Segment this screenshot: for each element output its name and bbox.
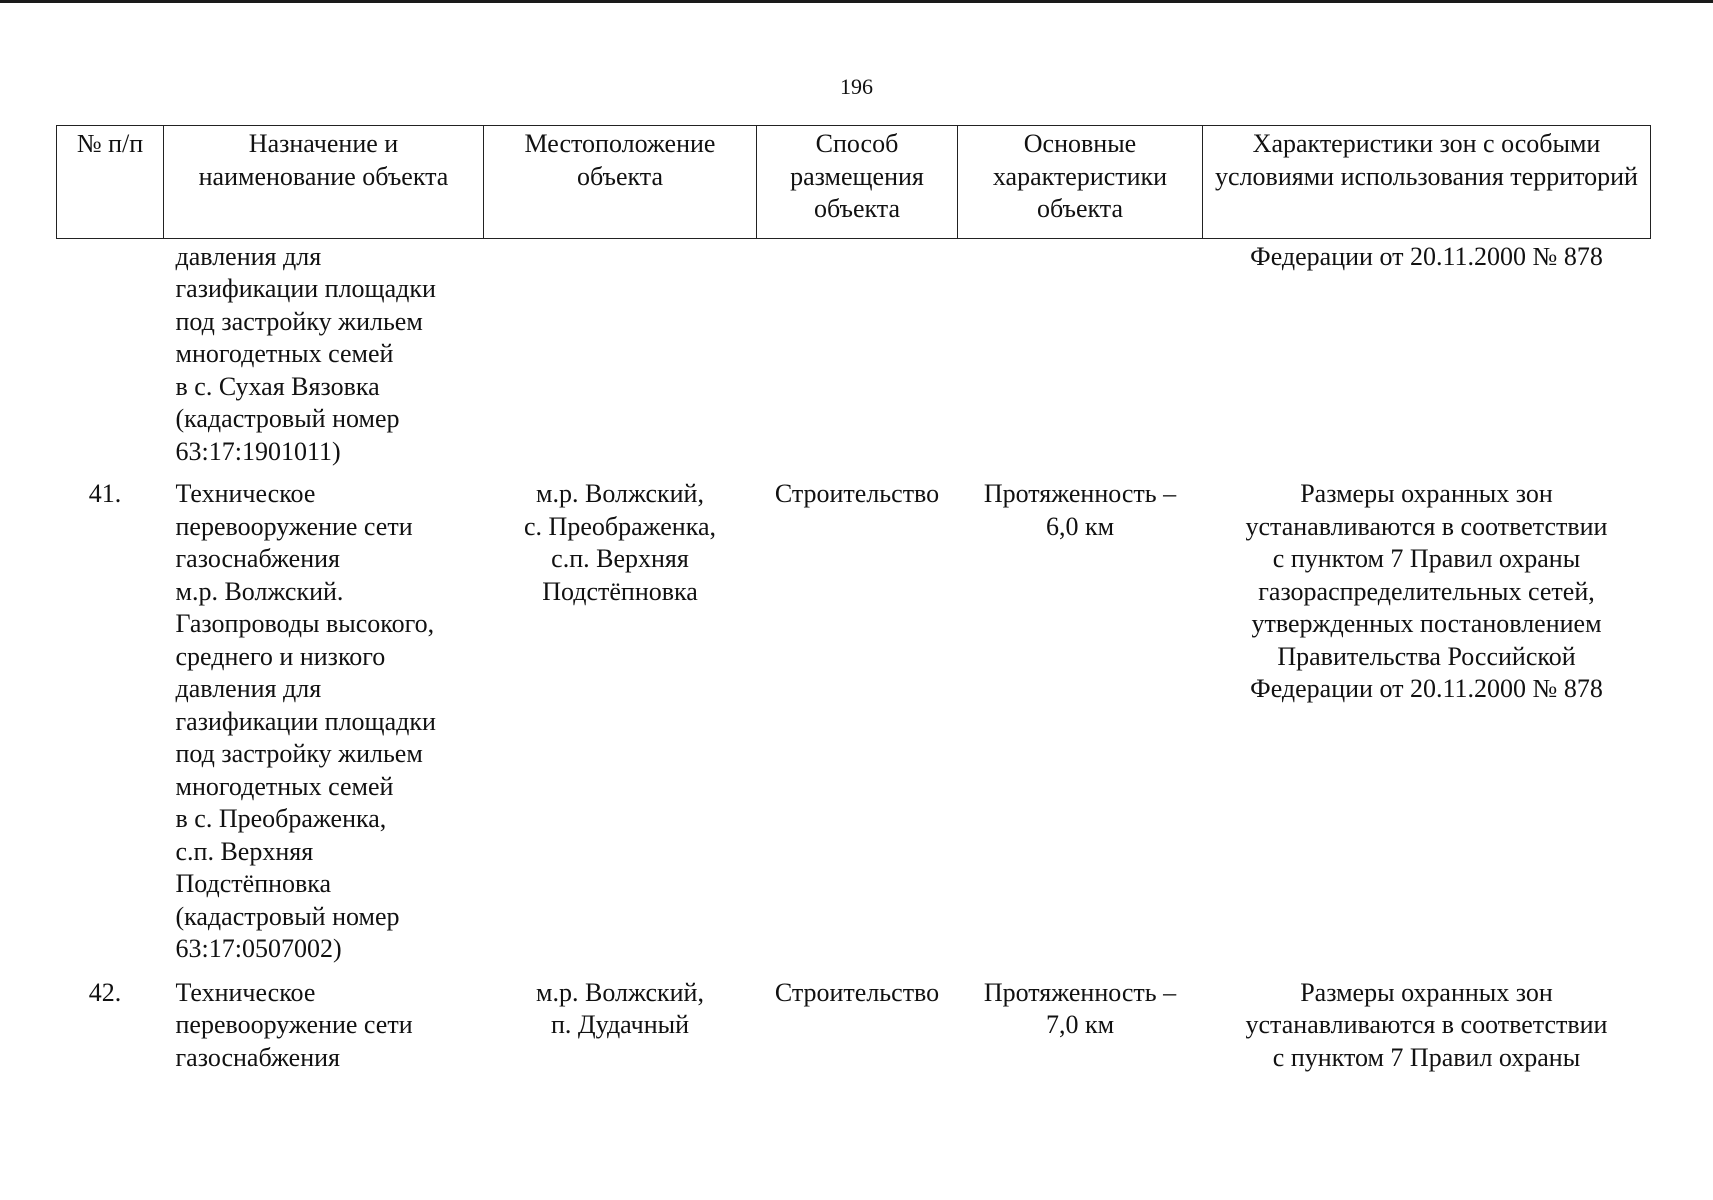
text-line: Правительства Российской: [1277, 641, 1576, 671]
objects-table: [56, 125, 1651, 1085]
text-line: утвержденных постановлением: [1251, 609, 1602, 638]
cell-name: [164, 977, 484, 1086]
text-line: Протяженность –: [983, 977, 1177, 1007]
text-line: в с. Сухая Вязовка: [175, 371, 380, 401]
cell-location: [484, 238, 757, 478]
page-number: 196: [840, 74, 873, 99]
header-name: Назначение и наименование объекта: [164, 126, 484, 239]
text-line: (кадастровый номер: [175, 901, 400, 931]
text-line: с.п. Верхняя: [551, 544, 689, 573]
table-header-row: [57, 126, 1651, 239]
text-line: многодетных семей: [175, 771, 394, 801]
text-line: многодетных семей: [175, 339, 394, 368]
cell-method: Строительство: [774, 479, 940, 508]
text-line: Подстёпновка: [542, 576, 698, 606]
cell-method: Строительство: [774, 977, 940, 1007]
cell-zones: [1203, 977, 1651, 1086]
text-line: 6,0 км: [1045, 511, 1115, 541]
text-line: газоснабжения: [175, 1042, 340, 1072]
text-line: Техническое: [175, 977, 316, 1007]
cell-params: [958, 238, 1203, 478]
table-row: [57, 478, 1651, 977]
text-line: с.п. Верхняя: [175, 836, 314, 866]
cell-method: [757, 238, 958, 478]
text-line: м.р. Волжский,: [536, 479, 704, 508]
text-line: 7,0 км: [1045, 1010, 1115, 1039]
header-params: Основные характеристики объекта: [958, 126, 1203, 239]
text-line: газоснабжения: [175, 544, 340, 573]
cell-zones: [1203, 238, 1651, 478]
header-method: Способ размещения объекта: [757, 126, 958, 239]
cell-number: 41.: [88, 479, 122, 508]
text-line: п. Дудачный: [550, 1010, 690, 1039]
text-line: с пунктом 7 Правил охраны: [1272, 544, 1581, 573]
table-row-continuation: [57, 238, 1651, 478]
text-line: под застройку жильем: [175, 739, 423, 768]
text-line: среднего и низкого: [175, 641, 386, 671]
text-line: устанавливаются в соответствии: [1245, 1010, 1608, 1039]
text-line: (кадастровый номер: [175, 404, 400, 433]
cell-name: [164, 478, 484, 977]
text-line: Техническое: [175, 479, 316, 508]
text-line: устанавливаются в соответствии: [1245, 511, 1608, 541]
text-line: газораспределительных сетей,: [1258, 576, 1595, 606]
table-row: [57, 977, 1651, 1086]
text-line: газификации площадки: [175, 706, 436, 736]
cell-params: [958, 478, 1203, 977]
header-zones: Характеристики зон с особыми условиями использования территорий: [1203, 126, 1651, 239]
cell-params: [958, 977, 1203, 1086]
cell-location: [484, 977, 757, 1086]
text-line: Протяженность –: [983, 479, 1177, 508]
header-number: № п/п: [57, 126, 164, 239]
text-line: в с. Преображенка,: [175, 804, 387, 833]
text-line: с пунктом 7 Правил охраны: [1272, 1042, 1581, 1072]
text-line: 63:17:0507002): [175, 934, 342, 963]
cell-zones: [1203, 478, 1651, 977]
text-line: давления для: [175, 674, 322, 703]
text-line: Федерации от 20.11.2000 № 878: [1250, 241, 1603, 271]
cell-number: 42.: [88, 977, 122, 1007]
text-line: м.р. Волжский.: [175, 576, 344, 606]
text-line: перевооружение сети: [175, 511, 413, 541]
text-line: Федерации от 20.11.2000 № 878: [1250, 674, 1603, 703]
cell-number: [57, 238, 164, 478]
text-line: газификации площадки: [175, 274, 436, 303]
text-line: Размеры охранных зон: [1300, 479, 1553, 508]
text-line: перевооружение сети: [175, 1010, 413, 1039]
text-line: под застройку жильем: [175, 306, 423, 336]
text-line: Подстёпновка: [175, 869, 332, 898]
cell-name: [164, 238, 484, 478]
text-line: давления для: [175, 241, 322, 271]
cell-location: [484, 478, 757, 977]
text-line: м.р. Волжский,: [536, 977, 704, 1007]
header-location: Местоположение объекта: [484, 126, 757, 239]
text-line: Газопроводы высокого,: [175, 609, 435, 638]
top-border-line: [0, 0, 1713, 3]
text-line: с. Преображенка,: [524, 511, 716, 541]
text-line: 63:17:1901011): [175, 436, 341, 466]
text-line: Размеры охранных зон: [1300, 977, 1553, 1007]
